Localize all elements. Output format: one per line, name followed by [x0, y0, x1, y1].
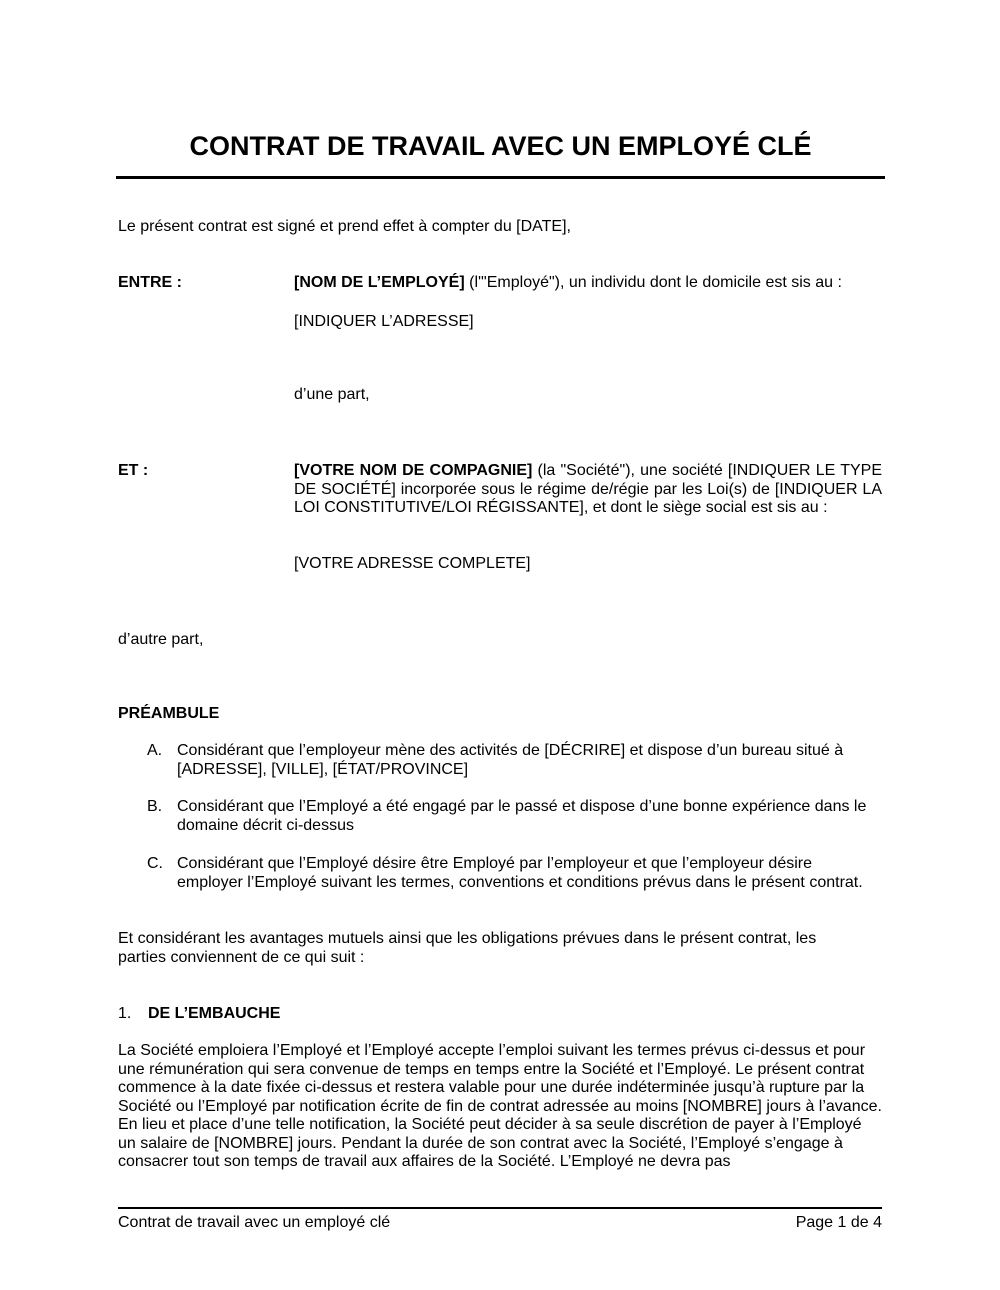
intro-paragraph: Le présent contrat est signé et prend effet à compter du [DATE],	[118, 218, 571, 235]
party-label-entre: ENTRE :	[118, 274, 182, 291]
party-entre-closing: d’une part,	[294, 386, 370, 403]
title-divider	[116, 176, 885, 179]
company-name-placeholder: [VOTRE NOM DE COMPAGNIE]	[294, 462, 533, 479]
section-heading: DE L’EMBAUCHE	[148, 1005, 281, 1022]
employee-description-text: (l'"Employé"), un individu dont le domicile est sis au :	[464, 274, 842, 291]
footer-divider	[118, 1207, 882, 1209]
section-number: 1.	[118, 1005, 132, 1022]
preamble-item-marker: C.	[147, 855, 163, 872]
employee-address-placeholder: [INDIQUER L’ADRESSE]	[294, 313, 474, 330]
preamble-item-text: Considérant que l’Employé désire être Employé par l’employeur et que l’employeur désire employer l’Employé suivant les termes, conventions et conditions prévus dans le présent contrat.	[177, 855, 863, 891]
preamble-item-marker: B.	[147, 798, 163, 815]
party-entre-description	[294, 274, 882, 293]
consideration-paragraph: Et considérant les avantages mutuels ainsi que les obligations prévues dans le présent contrat, les parties conviennent de ce qui suit :	[118, 930, 817, 966]
document-title: CONTRAT DE TRAVAIL AVEC UN EMPLOYÉ CLÉ	[189, 131, 812, 161]
company-description-text: (la "Société"), une société [INDIQUER LE TYPE DE SOCIÉTÉ] incorporée sous le régime de/régie par les Loi(s) de [INDIQUER LA LOI CONSTITUTIVE/LOI RÉGISSANTE], et dont le siège social est sis au :	[294, 462, 882, 516]
preamble-item-text: Considérant que l’Employé a été engagé par le passé et dispose d’une bonne expérience dans le domaine décrit ci-dessus	[177, 798, 867, 834]
party-et-closing: d’autre part,	[118, 631, 204, 648]
party-label-et: ET :	[118, 462, 149, 479]
preamble-heading: PRÉAMBULE	[118, 705, 220, 722]
footer-document-name: Contrat de travail avec un employé clé	[118, 1214, 391, 1231]
footer-page-number: Page 1 de 4	[795, 1214, 882, 1231]
section-body: La Société emploiera l’Employé et l’Employé accepte l’emploi suivant les termes prévus ci-dessus et pour une rémunération qui sera convenue de temps en temps entre la Société et l’Employé. Le présent contrat commence à la date fixée ci-dessus et restera valable pour une durée indéterminée jusqu’à rupture par la Société ou l’Employé par notification écrite de fin de contrat adressée au moins [NOMBRE] jours à l’avance. En lieu et place d’une telle notification, la Société peut décider à sa seule discrétion de payer à l’Employé un salaire de [NOMBRE] jours. Pendant la durée de son contrat avec la Société, l’Employé s’engage à consacrer tout son temps de travail aux affaires de la Société. L’Employé ne devra pas	[118, 1042, 882, 1170]
party-et-description	[294, 462, 882, 518]
company-address-placeholder: [VOTRE ADRESSE COMPLETE]	[294, 555, 531, 572]
employee-name-placeholder: [NOM DE L’EMPLOYÉ]	[294, 274, 465, 291]
preamble-item-marker: A.	[147, 742, 163, 759]
preamble-item-text: Considérant que l’employeur mène des activités de [DÉCRIRE] et dispose d’un bureau situé à [ADRESSE], [VILLE], [ÉTAT/PROVINCE]	[177, 742, 844, 778]
